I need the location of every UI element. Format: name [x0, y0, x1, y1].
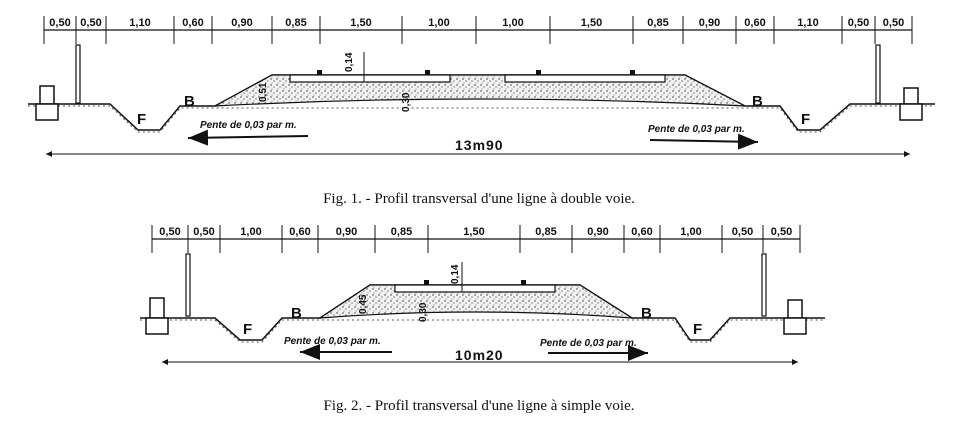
- fig1-dimension-label: 0,90: [698, 17, 721, 29]
- fig1-dimension-label: 0,60: [182, 17, 204, 29]
- fig2-dimension-label: 0,85: [390, 226, 413, 238]
- fig1-ditch-right: F: [801, 111, 811, 128]
- fig2-caption: Fig. 2. - Profil transversal d'une ligne à simple voie.: [323, 398, 635, 414]
- fig1-dimension-label: 0,50: [882, 17, 905, 29]
- fig1-dimension-label: 1,10: [797, 17, 819, 29]
- fig2-dimension-label: 0,90: [335, 226, 358, 238]
- fig1-total-width: 13m90: [455, 137, 504, 153]
- fig2-rail: [521, 280, 526, 285]
- fig2-dimension-label: 0,50: [770, 226, 793, 238]
- fig2-dimension-label: 0,50: [731, 226, 754, 238]
- fig1-dimension-label: 0,85: [647, 17, 669, 29]
- fig2-drawing: [140, 225, 825, 363]
- fig1-rail: [536, 70, 541, 75]
- fig2-slope-right-label: Pente de 0,03 par m.: [540, 338, 637, 349]
- fig1-dimension-label: 1,50: [350, 17, 372, 29]
- fig1-fence-post-left: [76, 45, 80, 103]
- fig1-boundary-post-right: [904, 88, 918, 104]
- fig1-dimension-label: 0,50: [49, 17, 71, 29]
- fig1-dimension-label: 0,50: [80, 17, 102, 29]
- fig1-boundary-base-right: [900, 104, 922, 120]
- fig1-slope-right-label: Pente de 0,03 par m.: [648, 124, 745, 135]
- fig1-caption: Fig. 1. - Profil transversal d'une ligne à double voie.: [323, 191, 635, 207]
- fig1-fence-post-right: [876, 45, 880, 103]
- fig1-vdim-ballast-edge: 0,51: [258, 82, 269, 102]
- fig2-boundary-post-right: [788, 300, 802, 318]
- fig1-ground-hatch: [28, 106, 935, 132]
- fig2-berm-right: B: [641, 305, 652, 322]
- fig1-slope-left-arrow: [188, 136, 308, 138]
- fig2-boundary-base-left: [146, 318, 168, 334]
- fig2-dimension-label: 1,00: [680, 226, 702, 238]
- fig1-dimension-label: 0,90: [231, 17, 253, 29]
- fig1-dimension-label: 0,50: [847, 17, 870, 29]
- fig2-vdim-ballast-edge: 0,45: [358, 294, 369, 314]
- fig1-slope-left-label: Pente de 0,03 par m.: [200, 120, 297, 131]
- fig1-rail: [425, 70, 430, 75]
- fig2-sleeper: [395, 285, 555, 292]
- fig1-dimension-label: 1,00: [428, 17, 450, 29]
- fig2-berm-left: B: [291, 305, 302, 322]
- fig1-boundary-post-left: [40, 86, 54, 104]
- fig1-rail: [317, 70, 322, 75]
- fig1-berm-right: B: [752, 93, 763, 110]
- fig1-dimension-label: 1,10: [129, 17, 151, 29]
- fig2-dimension-label: 0,60: [289, 226, 311, 238]
- fig1-sleeper-left: [290, 75, 450, 82]
- fig1-dimension-label: 1,50: [580, 17, 603, 29]
- fig2-dimension-label: 0,85: [535, 226, 557, 238]
- fig2-dimension-labels: [159, 226, 792, 238]
- fig2-slope-left-label: Pente de 0,03 par m.: [284, 336, 381, 347]
- fig2-rail: [424, 280, 429, 285]
- fig1-drawing: [28, 16, 935, 154]
- fig2-dimension-label: 0,50: [193, 226, 215, 238]
- fig2-dimension-label: 0,50: [159, 226, 181, 238]
- fig2-total-width: 10m20: [455, 347, 504, 363]
- fig2-ditch-right: F: [693, 321, 703, 338]
- fig2-fence-post-right: [762, 254, 766, 316]
- fig1-dimension-label: 1,00: [502, 17, 524, 29]
- fig1-dimension-labels: [49, 17, 904, 29]
- fig2-boundary-post-left: [150, 298, 164, 318]
- fig1-dimension-label: 0,85: [285, 17, 307, 29]
- fig1-vdim-sleeper: 0,14: [344, 52, 355, 72]
- fig2-fence-post-left: [186, 254, 190, 316]
- fig1-boundary-base-left: [36, 104, 58, 120]
- fig1-rail: [630, 70, 635, 75]
- fig1-slope-right-arrow: [650, 140, 758, 142]
- fig1-ditch-left: F: [137, 111, 147, 128]
- fig2-vdim-sleeper: 0,14: [450, 264, 461, 284]
- fig2-dimension-label: 0,60: [631, 226, 653, 238]
- fig2-vdim-ballast-depth: 0,30: [418, 302, 429, 322]
- fig2-ditch-left: F: [243, 321, 253, 338]
- fig1-dimension-label: 0,60: [744, 17, 766, 29]
- fig1-berm-left: B: [184, 93, 195, 110]
- fig2-boundary-base-right: [784, 318, 806, 334]
- fig2-dimension-label: 1,50: [463, 226, 485, 238]
- fig2-dimension-label: 0,90: [587, 226, 609, 238]
- fig2-dimension-label: 1,00: [240, 226, 262, 238]
- fig1-vdim-ballast-depth: 0,30: [401, 92, 412, 112]
- fig1-sleeper-right: [505, 75, 665, 82]
